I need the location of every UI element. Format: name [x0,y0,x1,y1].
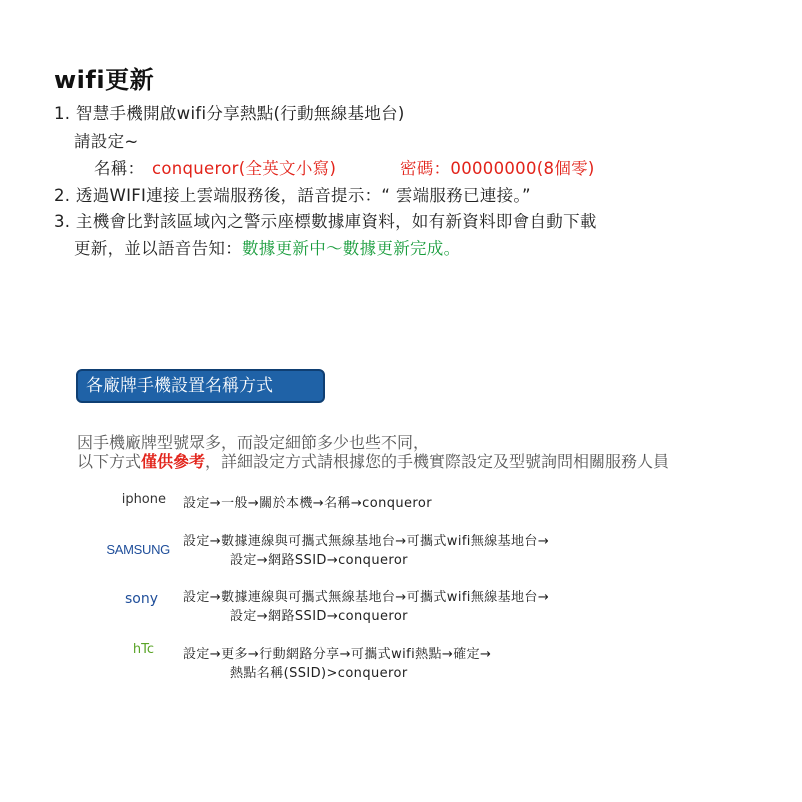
brand-sony: sony [124,591,158,607]
note-line-1: 因手機廠牌型號眾多，而設定細節多少也些不同， [77,433,430,452]
htc-steps-2: 熱點名稱(SSID)>conqueror [230,666,408,681]
sony-steps-2: 設定→網路SSID→conqueror [230,609,408,624]
note-line-2a: 以下方式 [77,452,142,471]
step-1: 1. 智慧手機開啟wifi分享熱點(行動無線基地台) [54,104,405,123]
step-3-cont [74,235,460,259]
page-title: wifi更新 [54,66,155,94]
brand-htc: hTc [132,642,154,657]
samsung-steps-1: 設定→數據連線與可攜式無線基地台→可攜式wifi無線基地台→ [183,534,550,549]
update-status: 數據更新中～數據更新完成。 [242,239,461,258]
step-2: 2. 透過WIFI連接上雲端服務後，語音提示：“ 雲端服務已連接。” [54,186,531,205]
htc-steps-1: 設定→更多→行動網路分享→可攜式wifi熱點→確定→ [183,647,492,662]
brand-iphone: iphone [121,492,166,507]
step-3-cont-text: 更新，並以語音告知： [74,239,242,258]
note-line-2b: ，詳細設定方式請根據您的手機實際設定及型號詢問相關服務人員 [205,452,670,471]
iphone-steps: 設定→一般→關於本機→名稱→conqueror [183,496,432,511]
samsung-steps-2: 設定→網路SSID→conqueror [230,553,408,568]
note-reference-only: 僅供參考 [141,452,206,471]
password-value: 密碼：00000000(8個零) [400,159,595,178]
step-3: 3. 主機會比對該區域內之警示座標數據庫資料，如有新資料即會自動下載 [54,212,597,231]
note-line-2 [77,449,669,472]
ssid-name-value: conqueror(全英文小寫) [152,159,337,178]
ssid-name-label: 名稱： [94,159,145,178]
brand-samsung: SAMSUNG [106,542,170,557]
step-1-sub: 請設定~ [74,132,139,151]
sony-steps-1: 設定→數據連線與可攜式無線基地台→可攜式wifi無線基地台→ [183,590,550,605]
brand-settings-badge: 各廠牌手機設置名稱方式 [76,369,325,403]
